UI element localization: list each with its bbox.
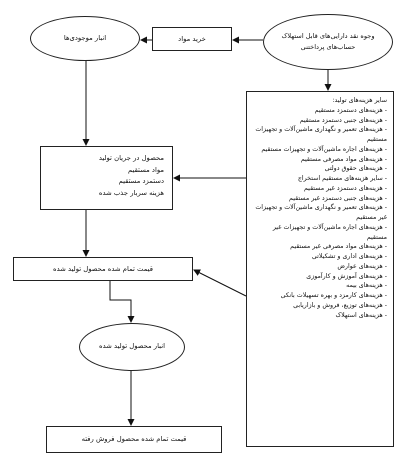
cost-item: - هزینه‌های اجاره ماشین‌آلات و تجهیزات غیر مستقیم xyxy=(272,223,387,241)
cost-item: - هزینه‌های جنبی دستمزد غیر مستقیم xyxy=(289,194,387,202)
cash-assets-payables-node xyxy=(263,14,393,70)
cost-item: - هزینه‌های تعمیر و نگهداری ماشین‌آلات و تجهیزات غیر مستقیم xyxy=(255,204,387,221)
wip-line: هزینه سربار جذب شده xyxy=(98,188,164,197)
cost-item: - هزینه‌های بیمه xyxy=(346,282,387,290)
finished-goods-warehouse-label: انبار محصول تولید شده xyxy=(99,342,165,351)
cost-item: - هزینه‌های دستمزد مستقیم xyxy=(314,106,387,114)
work-in-progress-node xyxy=(40,146,173,210)
material-purchase-label: خرید مواد xyxy=(178,34,206,43)
cost-of-goods-sold-node xyxy=(46,426,222,453)
finished-cost-node xyxy=(13,257,193,281)
wip-line: دستمزد مستقیم xyxy=(118,177,164,186)
cost-item: - هزینه‌های عوارض xyxy=(337,262,387,270)
arrow-finished-to-warehouse xyxy=(110,281,131,322)
finished-cost-label: قیمت تمام شده محصول تولید شده xyxy=(53,264,153,273)
production-costs-node xyxy=(246,91,394,447)
cost-item: - هزینه‌های استهلاک xyxy=(335,311,387,319)
cost-item: - هزینه‌های مواد مصرفی مستقیم xyxy=(300,155,387,163)
cost-item: - هزینه‌های دستمزد غیر مستقیم xyxy=(303,184,387,192)
cost-item: - هزینه‌های توزیع، فروش و بازاریابی xyxy=(293,301,387,309)
cost-item: - هزینه‌های آموزش و کارآموزی xyxy=(306,272,387,280)
cash-assets-payables-label: وجوه نقد دارایی‌های قابل استهلاک حساب‌های پرداختنی xyxy=(281,32,375,51)
inventory-node xyxy=(30,16,140,61)
cost-item: - هزینه‌های تعمیر و نگهداری ماشین‌آلات و تجهیزات مستقیم xyxy=(255,126,387,143)
arrow-costs-to-finished xyxy=(194,270,246,296)
cost-of-goods-sold-label: قیمت تمام شده محصول فروش رفته xyxy=(81,435,187,444)
material-purchase-node xyxy=(152,27,232,51)
cost-item: - هزینه‌های جنبی دستمزد مستقیم xyxy=(299,116,387,124)
wip-line: محصول در جریان تولید xyxy=(98,154,164,162)
inventory-label: انبار موجودی‌ها xyxy=(63,34,107,43)
wip-line: مواد مستقیم xyxy=(128,165,164,174)
cost-item: - هزینه‌های کارمزد و بهره تسهیلات بانکی xyxy=(280,292,387,299)
cost-item: - هزینه‌های اداری و تشکیلاتی xyxy=(311,253,387,260)
cost-item: - هزینه‌های مواد مصرفی غیر مستقیم xyxy=(290,243,387,251)
cost-item: - سایر هزینه‌های مستقیم استخراج xyxy=(297,175,387,182)
cost-item: - هزینه‌های اجاره ماشین‌آلات و تجهیزات مستقیم xyxy=(261,145,387,153)
cost-item: - هزینه‌های حقوق دولتی xyxy=(324,165,387,173)
production-costs-heading: سایر هزینه‌های تولید: xyxy=(332,97,387,104)
finished-goods-warehouse-node xyxy=(79,323,185,371)
